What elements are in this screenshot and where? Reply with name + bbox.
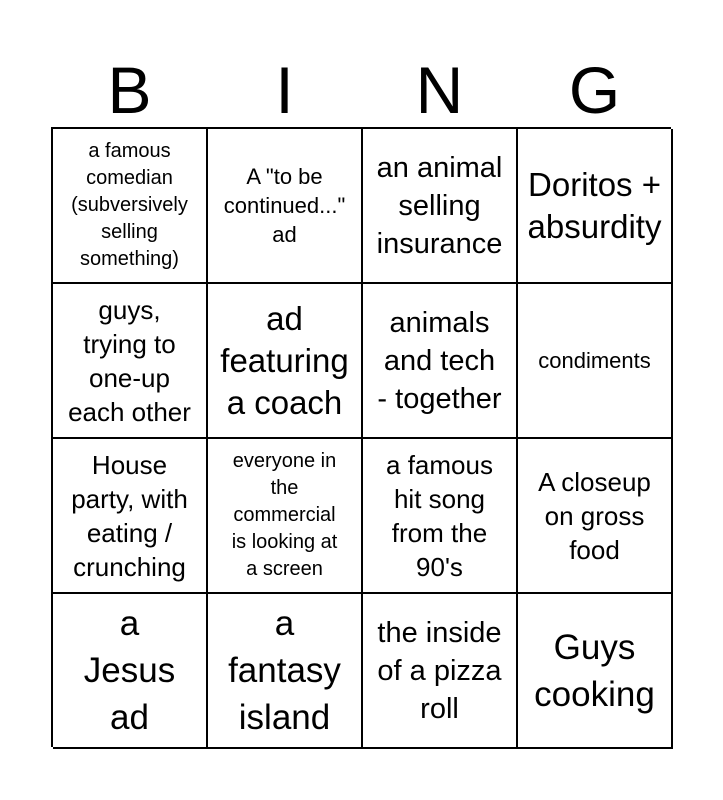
bingo-cell-r4c3[interactable] (363, 594, 518, 749)
cell-text: Doritos + absurdity (527, 165, 662, 245)
bingo-cell-r1c3[interactable] (363, 129, 518, 284)
bingo-cell-r2c2[interactable] (208, 284, 363, 439)
header-letter-n: N (415, 53, 464, 127)
bingo-cell-r4c4[interactable] (518, 594, 673, 749)
cell-text: the inside of a pizza roll (377, 616, 502, 725)
cell-text: condiments (538, 348, 651, 373)
cell-text: an animal selling insurance (376, 151, 503, 260)
bingo-cell-r2c3[interactable] (363, 284, 518, 439)
cell-text: a famous hit song from the 90's (386, 449, 493, 582)
bingo-cell-r1c4[interactable] (518, 129, 673, 284)
cell-text: A closeup on gross food (538, 466, 651, 565)
bingo-cell-r3c1[interactable] (53, 439, 208, 594)
bingo-cell-r1c2[interactable] (208, 129, 363, 284)
header-letter-b: B (107, 53, 152, 127)
header-letter-g: G (568, 53, 621, 127)
cell-text: Guys cooking (534, 627, 655, 714)
cell-text: House party, with eating / crunching (71, 449, 188, 582)
header-letter-i: I (275, 53, 294, 127)
bingo-cell-r4c2[interactable] (208, 594, 363, 749)
bingo-header (52, 52, 672, 128)
bingo-cell-r3c3[interactable] (363, 439, 518, 594)
bingo-cell-r4c1[interactable] (53, 594, 208, 749)
cell-text: a fantasy island (228, 604, 341, 737)
cell-text: a Jesus ad (83, 604, 176, 737)
cell-text: guys, trying to one-up each other (68, 294, 191, 427)
cell-text: everyone in the commercial is looking at a screen (231, 450, 338, 580)
cell-text: animals and tech - together (377, 306, 502, 415)
cell-text: ad featuring a coach (220, 299, 349, 421)
bingo-grid (51, 127, 671, 747)
cell-text: A "to be continued..." ad (223, 164, 346, 247)
bingo-cell-r2c4[interactable] (518, 284, 673, 439)
bingo-cell-r2c1[interactable] (53, 284, 208, 439)
bingo-cell-r3c2[interactable] (208, 439, 363, 594)
bingo-cell-r3c4[interactable] (518, 439, 673, 594)
bingo-cell-r1c1[interactable] (53, 129, 208, 284)
cell-text: a famous comedian (subversively selling something) (71, 140, 188, 270)
